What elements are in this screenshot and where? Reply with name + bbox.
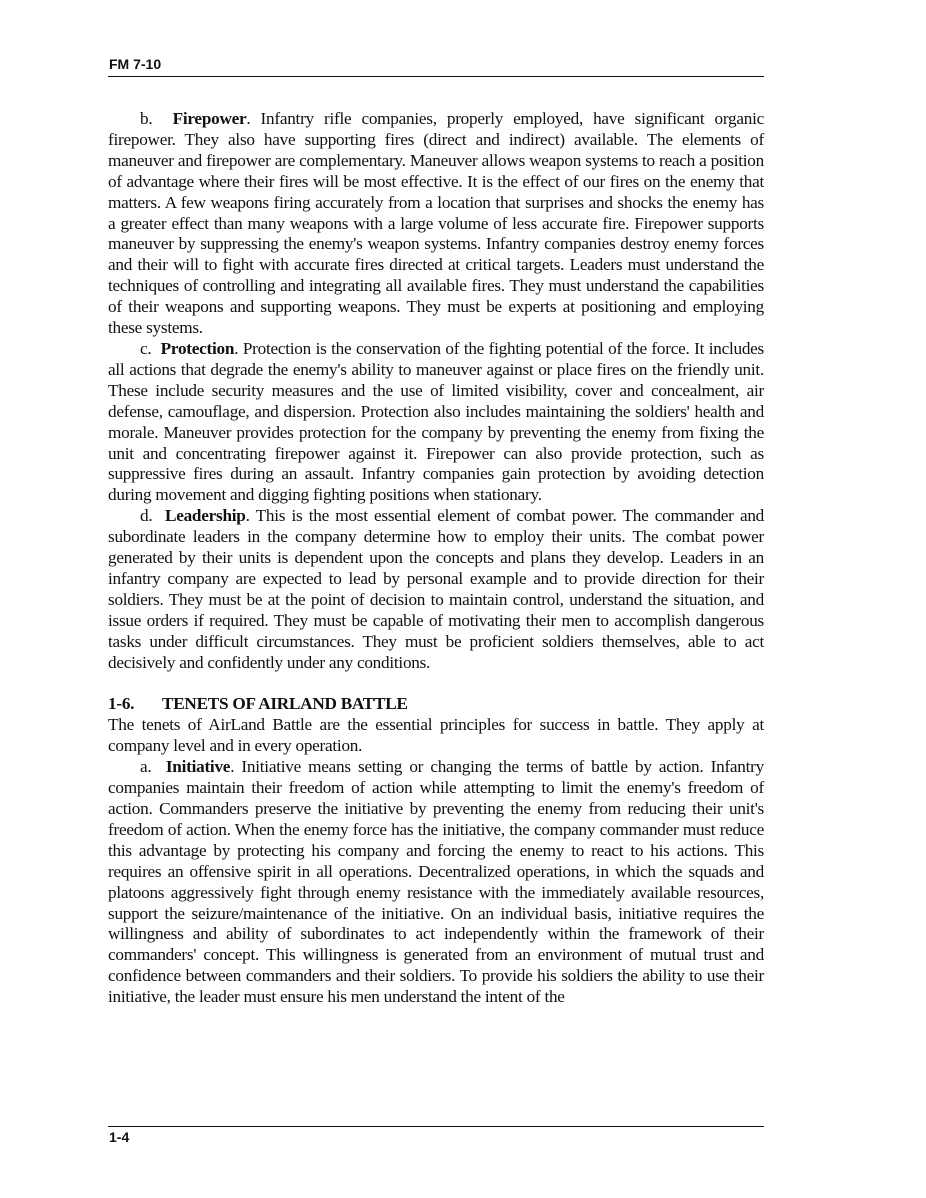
page-body: [108, 109, 764, 1008]
document-id: FM 7-10: [109, 56, 162, 72]
paragraph-marker: d.: [140, 506, 153, 526]
section-intro: The tenets of AirLand Battle are the essential principles for success in battle. They apply at company level and in every operation.: [108, 715, 764, 756]
paragraph-marker: b.: [140, 109, 153, 128]
paragraph-marker: a.: [140, 757, 152, 777]
paragraph-firepower: [108, 109, 764, 339]
section-number: 1-6.: [108, 694, 135, 714]
paragraph-initiative: [108, 757, 764, 1008]
term-protection: Protection: [160, 338, 235, 358]
paragraph-marker: c.: [140, 338, 152, 358]
section-title: TENETS OF AIRLAND BATTLE: [162, 694, 408, 714]
header-rule: [108, 76, 764, 77]
paragraph-protection: [108, 339, 764, 506]
term-firepower: Firepower: [172, 109, 247, 128]
section-heading: [108, 694, 764, 715]
term-initiative: Initiative: [165, 757, 231, 777]
footer-rule: [108, 1126, 764, 1127]
paragraph-text: . This is the most essential element of combat power. The commander and subordinate leaders in the company determine how to employ their units. The combat power generated by their units is dependent upon the concepts and plans they develop. Leaders in an infantry company are expected to lead by personal example and to provide direction for their soldiers. They must be at the point of decision to maintain control, understand the situation, and issue orders if required. They must be capable of motivating their men to accomplish dangerous tasks under difficult circumstances. They must be proficient soldiers themselves, able to act decisively and confidently under any conditions.: [108, 506, 765, 672]
paragraph-leadership: [108, 506, 764, 673]
page-number: 1-4: [109, 1129, 130, 1145]
paragraph-text: . Initiative means setting or changing the terms of battle by action. Infantry companies maintain their freedom of action while attempting to limit the enemy's freedom of action. Commanders preserve the initiative by preventing the enemy from reducing their unit's freedom of action. When the enemy force has the initiative, the company commander must reduce this advantage by protecting his company and forcing the enemy to react to his actions. This requires an offensive spirit in all operations. Decentralized operations, in which the squads and platoons aggressively fight through enemy resistance with the immediately available resources, support the seizure/maintenance of the initiative. On an individual basis, initiative requires the willingness and ability of subordinates to act independently within the framework of their commanders' concept. This willingness is generated from an environment of mutual trust and confidence between commanders and their soldiers. To provide his soldiers the ability to use their initiative, the leader must ensure his men understand the intent of the: [108, 757, 764, 1007]
paragraph-text: . Protection is the conservation of the fighting potential of the force. It includes all actions that degrade the enemy's ability to maneuver against or place fires on the friendly unit. These include security measures and the use of limited visibility, cover and concealment, air defense, camouflage, and dispersion. Protection also includes maintaining the soldiers' health and morale. Maneuver provides protection for the company by preventing the enemy from fixing the unit and concentrating firepower against it. Firepower can also provide protection, such as suppressive fires during an assault. Infantry companies gain protection by avoiding detection during movement and digging fighting positions when stationary.: [108, 338, 764, 505]
term-leadership: Leadership: [165, 506, 246, 526]
paragraph-text: . Infantry rifle companies, properly employed, have significant organic firepower. They also have supporting fires (direct and indirect) available. The elements of maneuver and firepower are complementary. Maneuver allows weapon systems to reach a position of advantage where their fires will be most effective. It is the effect of our fires on the enemy that matters. A few weapons firing accurately from a location that surprises and shocks the enemy has a greater effect than many weapons with a large volume of less accurate fire. Firepower supports maneuver by suppressing the enemy's weapon systems. Infantry companies destroy enemy forces and their will to fight with accurate fires directed at critical targets. Leaders must understand the techniques of controlling and integrating all available fires. They must understand the capabilities of their weapons and supporting weapons. They must be experts at positioning and employing these systems.: [108, 109, 765, 338]
